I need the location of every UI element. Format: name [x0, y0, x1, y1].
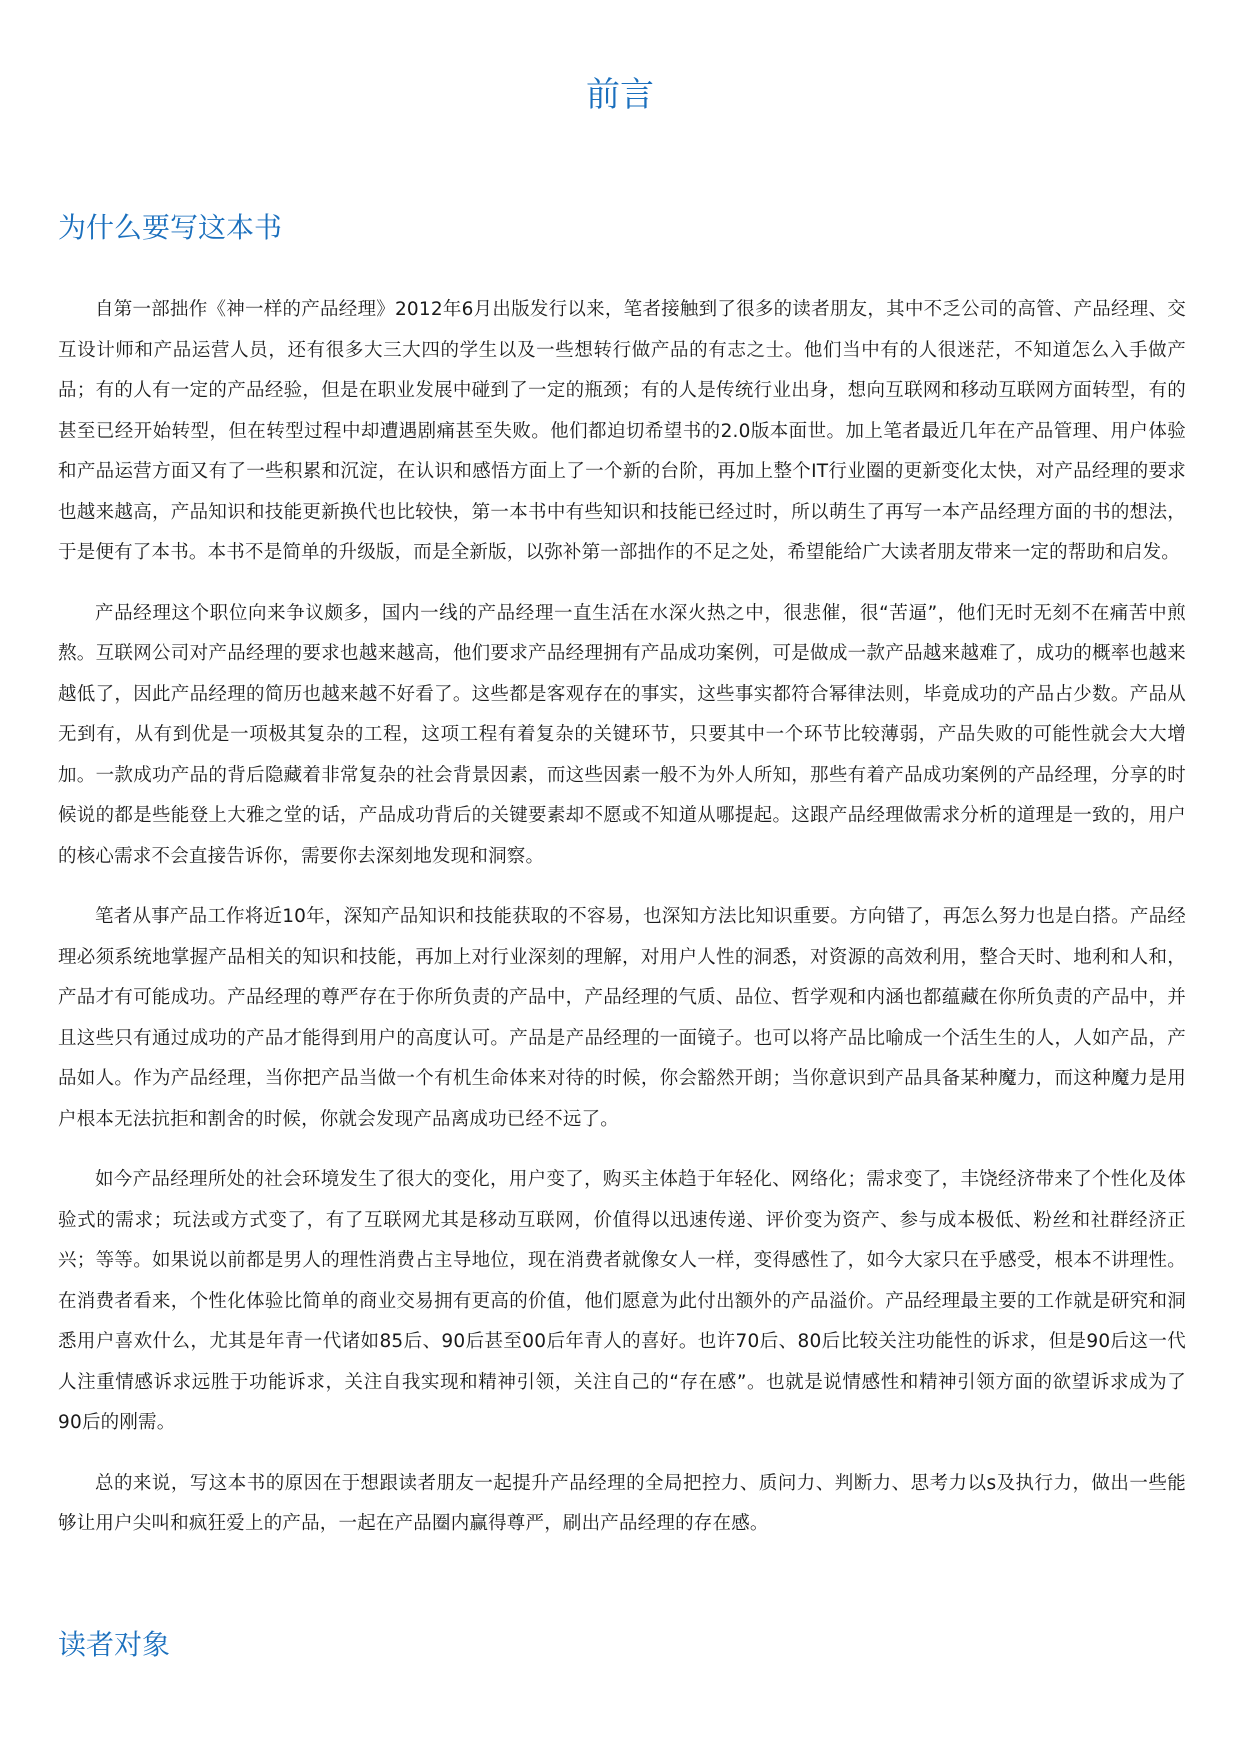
paragraph: 如今产品经理所处的社会环境发生了很大的变化，用户变了，购买主体趋于年轻化、网络化；需求变了，丰饶经济带来了个性化及体验式的需求；玩法或方式变了，有了互联网尤其是移动互联网，价值得以迅速传递、评价变为资产、参与成本极低、粉丝和社群经济正兴；等等。如果说以前都是男人的理性消费占主导地位，现在消费者就像女人一样，变得感性了，如今大家只在乎感受，根本不讲理性。在消费者看来，个性化体验比简单的商业交易拥有更高的价值，他们愿意为此付出额外的产品溢价。产品经理最主要的工作就是研究和洞悉用户喜欢什么，尤其是年青一代诸如85后、90后甚至00后年青人的喜好。也许70后、80后比较关注功能性的诉求，但是90后这一代人注重情感诉求远胜于功能诉求，关注自我实现和精神引领，关注自己的“存在感”。也就是说情感性和精神引领方面的欲望诉求成为了90后的刚需。 — [58, 1169, 1186, 1433]
page-title: 前言 — [586, 75, 654, 115]
paragraph: 产品经理这个职位向来争议颇多，国内一线的产品经理一直生活在水深火热之中，很悲催，很“苦逼”，他们无时无刻不在痛苦中煎熬。互联网公司对产品经理的要求也越来越高，他们要求产品经理拥有产品成功案例，可是做成一款产品越来越难了，成功的概率也越来越低了，因此产品经理的简历也越来越不好看了。这些都是客观存在的事实，这些事实都符合幂律法则，毕竟成功的产品占少数。产品从无到有，从有到优是一项极其复杂的工程，这项工程有着复杂的关键环节，只要其中一个环节比较薄弱，产品失败的可能性就会大大增加。一款成功产品的背后隐藏着非常复杂的社会背景因素，而这些因素一般不为外人所知，那些有着产品成功案例的产品经理，分享的时候说的都是些能登上大雅之堂的话，产品成功背后的关键要素却不愿或不知道从哪提起。这跟产品经理做需求分析的道理是一致的，用户的核心需求不会直接告诉你，需要你去深刻地发现和洞察。 — [58, 602, 1186, 867]
section-body-why-write — [58, 290, 1186, 1565]
section-heading-readers: 读者对象 — [58, 1628, 171, 1661]
paragraph: 自第一部拙作《神一样的产品经理》2012年6月出版发行以来，笔者接触到了很多的读者朋友，其中不乏公司的高管、产品经理、交互设计师和产品运营人员，还有很多大三大四的学生以及一些想转行做产品的有志之士。他们当中有的人很迷茫，不知道怎么入手做产品；有的人有一定的产品经验，但是在职业发展中碰到了一定的瓶颈；有的人是传统行业出身，想向互联网和移动互联网方面转型，有的甚至已经开始转型，但在转型过程中却遭遇剧痛甚至失败。他们都迫切希望书的2.0版本面世。加上笔者最近几年在产品管理、用户体验和产品运营方面又有了一些积累和沉淀，在认识和感悟方面上了一个新的台阶，再加上整个IT行业圈的更新变化太快，对产品经理的要求也越来越高，产品知识和技能更新换代也比较快，第一本书中有些知识和技能已经过时，所以萌生了再写一本产品经理方面的书的想法，于是便有了本书。本书不是简单的升级版，而是全新版，以弥补第一部拙作的不足之处，希望能给广大读者朋友带来一定的帮助和启发。 — [58, 299, 1186, 563]
paragraph: 总的来说，写这本书的原因在于想跟读者朋友一起提升产品经理的全局把控力、质问力、判断力、思考力以s及执行力，做出一些能够让用户尖叫和疯狂爱上的产品，一起在产品圈内赢得尊严，刷出产品经理的存在感。 — [58, 1472, 1186, 1534]
paragraph: 笔者从事产品工作将近10年，深知产品知识和技能获取的不容易，也深知方法比知识重要。方向错了，再怎么努力也是白搭。产品经理必须系统地掌握产品相关的知识和技能，再加上对行业深刻的理解，对用户人性的洞悉，对资源的高效利用，整合天时、地利和人和，产品才有可能成功。产品经理的尊严存在于你所负责的产品中，产品经理的气质、品位、哲学观和内涵也都蕴藏在你所负责的产品中，并且这些只有通过成功的产品才能得到用户的高度认可。产品是产品经理的一面镜子。也可以将产品比喻成一个活生生的人，人如产品，产品如人。作为产品经理，当你把产品当做一个有机生命体来对待的时候，你会豁然开朗；当你意识到产品具备某种魔力，而这种魔力是用户根本无法抗拒和割舍的时候，你就会发现产品离成功已经不远了。 — [58, 906, 1186, 1130]
section-heading-why-write: 为什么要写这本书 — [58, 211, 283, 244]
